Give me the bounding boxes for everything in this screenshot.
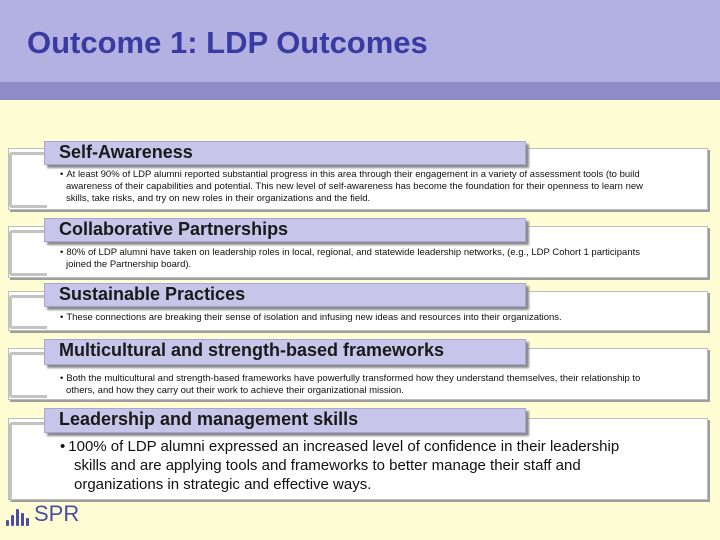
section-heading-sustainable-practices: Sustainable Practices: [44, 283, 526, 307]
section-bracket: [9, 230, 47, 276]
section-body: At least 90% of LDP alumni reported substantial progress in this area through their engagement in a variety of assessment tools (to build awareness of their capabilities and potential. This new level of self-awareness has become the foundation for their openness to learn new skills, take risks, and try on new roles in their organizations and the field.: [66, 169, 644, 204]
spr-logo-text: SPR: [34, 501, 80, 526]
section-text-multicultural: [54, 373, 664, 397]
bullet: •: [60, 438, 66, 455]
title-rule: [0, 82, 720, 100]
section-body: 80% of LDP alumni have taken on leadership roles in local, regional, and statewide leadership networks, (e.g., LDP Cohort 1 participants joined the Partnership board).: [66, 247, 641, 270]
spr-logo: [6, 502, 79, 526]
section-body: Both the multicultural and strength-based frameworks have powerfully transformed how they understand themselves, their relationship to others, and how they carry out their work to achieve their organizational mission.: [66, 373, 641, 396]
section-text-self-awareness: [54, 169, 664, 205]
section-bracket: [9, 152, 47, 208]
section-body: 100% of LDP alumni expressed an increased level of confidence in their leadership skills and are applying tools and frameworks to better manage their staff and organizations in strategic and effective ways.: [68, 438, 620, 493]
section-body: These connections are breaking their sense of isolation and infusing new ideas and resources into their organizations.: [66, 312, 562, 323]
section-heading-self-awareness: Self-Awareness: [44, 141, 526, 165]
section-text-collaborative-partnerships: [54, 247, 664, 271]
section-text-sustainable-practices: [54, 312, 694, 324]
section-heading-leadership: Leadership and management skills: [44, 408, 526, 433]
bullet: •: [60, 169, 64, 180]
section-bracket: [9, 422, 47, 502]
section-heading-multicultural: Multicultural and strength-based frameworks: [44, 339, 526, 365]
bullet: •: [60, 373, 64, 384]
spr-logo-icon: [6, 509, 29, 526]
page-title: Outcome 1: LDP Outcomes: [27, 25, 428, 60]
section-heading-collaborative-partnerships: Collaborative Partnerships: [44, 218, 526, 242]
section-bracket: [9, 352, 47, 398]
section-bracket: [9, 295, 47, 329]
bullet: •: [60, 247, 64, 258]
section-text-leadership: [54, 437, 654, 494]
bullet: •: [60, 312, 64, 323]
